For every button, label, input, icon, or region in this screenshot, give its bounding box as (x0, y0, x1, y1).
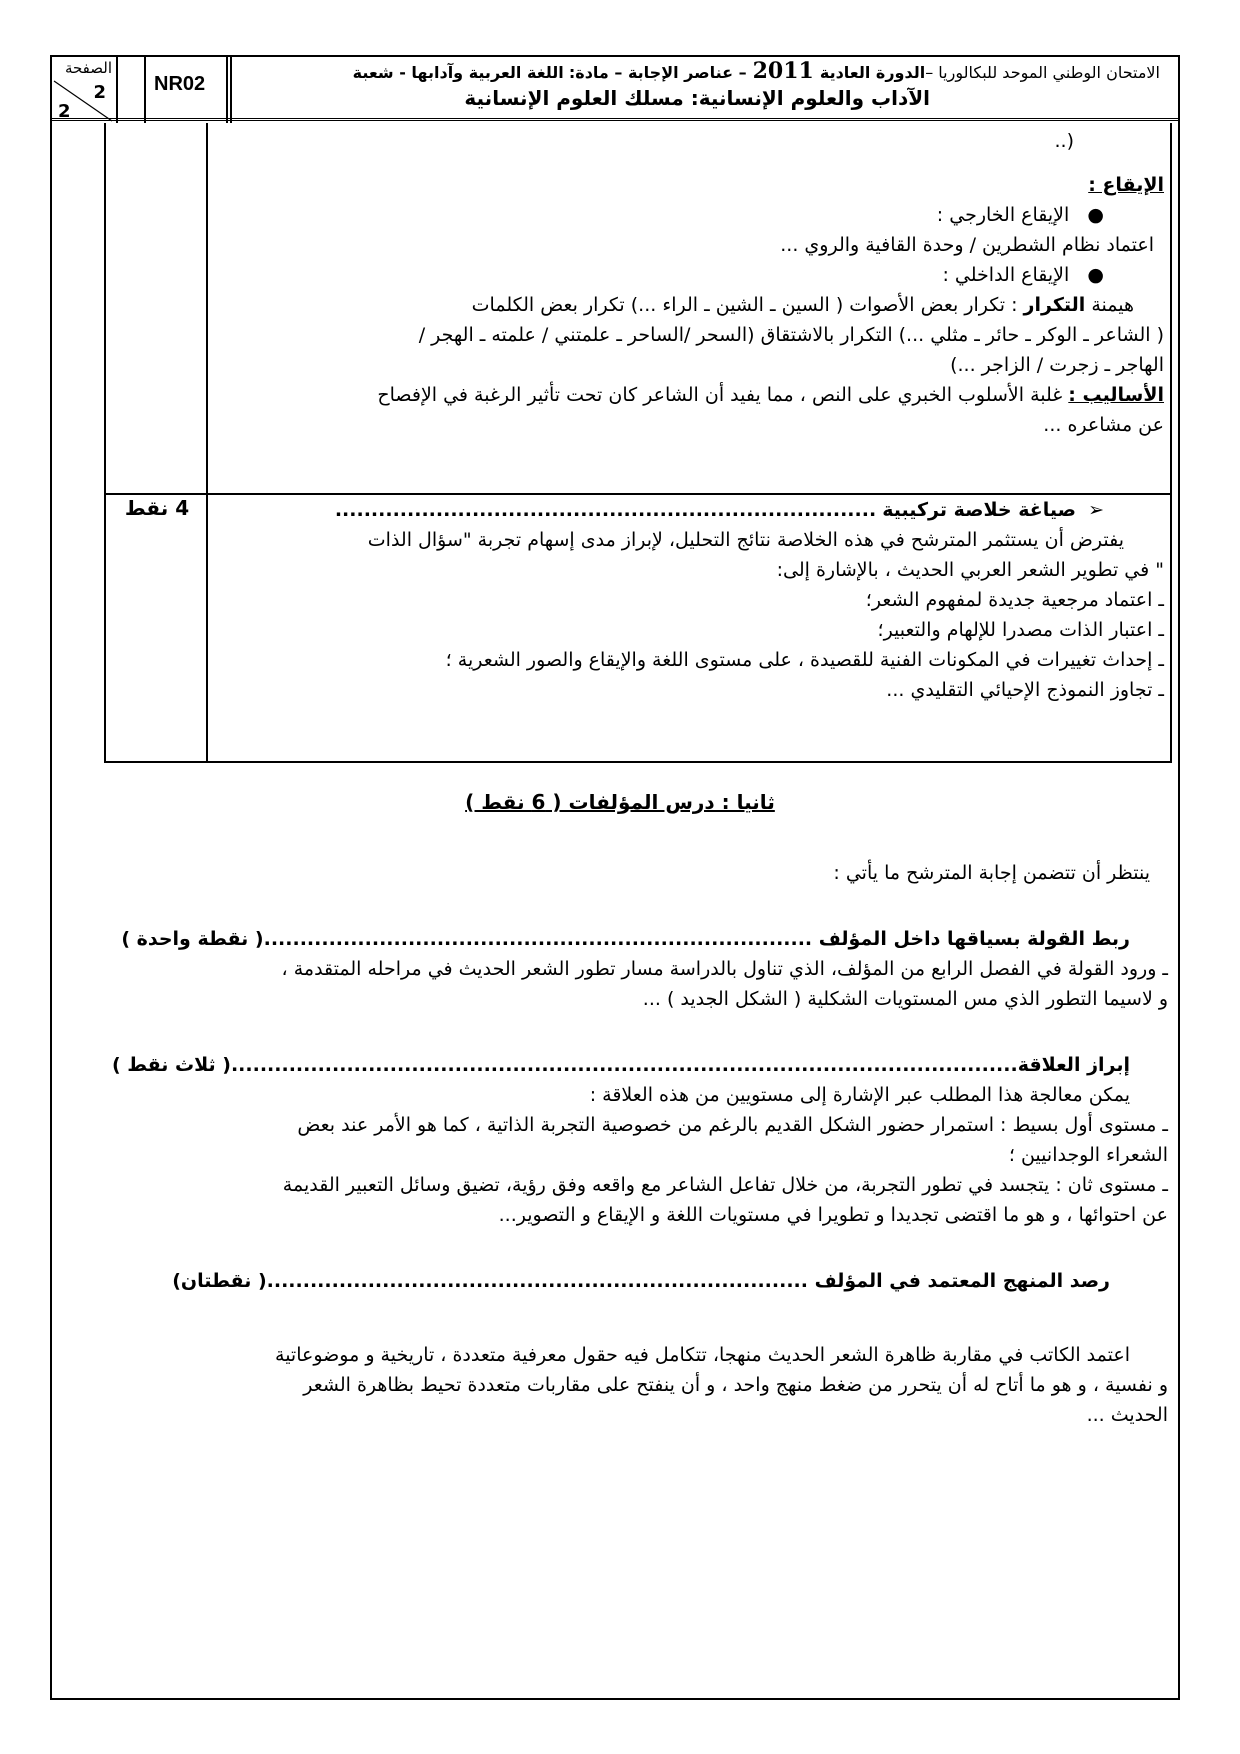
arrow-bullet-icon: ➢ (1076, 499, 1104, 521)
section3-line-3: الحديث ... (1086, 1404, 1168, 1426)
synthesis-item: ـ اعتبار الذات مصدرا للإلهام والتعبير؛ (877, 619, 1164, 641)
bullet-icon: ● (1069, 204, 1104, 226)
section3-heading: رصد المنهج المعتمد في المؤلف ...........................................................................( نقطتان) (172, 1270, 1110, 1292)
external-rhythm-text: اعتماد نظام الشطرين / وحدة القافية والروي ... (780, 234, 1154, 256)
synthesis-heading: ➢ صياغة خلاصة تركيبية ........................................................................... (334, 499, 1104, 521)
section3-line-2: و نفسية ، و هو ما أتاح له أن يتحرر من ضغط منهج واحد ، و أن ينفتح على مقاربات متعددة تحيط بظاهرة الشعر (303, 1374, 1168, 1396)
section1-line-2: و لاسيما التطور الذي مس المستويات الشكلية ( الشكل الجديد ) ... (642, 988, 1168, 1010)
header-line-2: الآداب والعلوم الإنسانية: مسلك العلوم الإنسانية (464, 86, 930, 110)
section1-heading: ربط القولة بسياقها داخل المؤلف ............................................................................( نقطة واحدة ) (121, 928, 1130, 950)
page-current: 2 (93, 82, 106, 103)
section2-line-3: الشعراء الوجدانيين ؛ (1008, 1144, 1168, 1166)
repetition-line-2: ( الشاعر ـ الوكر ـ حائر ـ مثلي ...) التكرار بالاشتقاق (السحر /الساحر ـ علمتني / علمته ـ الهجر / (418, 324, 1164, 346)
section3-line-1: اعتمد الكاتب في مقاربة ظاهرة الشعر الحديث منهجا، تتكامل فيه حقول معرفية متعددة ، تاريخية و موضوعاتية (275, 1344, 1130, 1366)
exam-header-title (260, 58, 1160, 110)
internal-rhythm-label: ● الإيقاع الداخلي : (942, 264, 1104, 286)
exam-code: NR02 (154, 73, 206, 95)
part2-intro: ينتظر أن تتضمن إجابة المترشح ما يأتي : (833, 862, 1150, 884)
synthesis-line-1: يفترض أن يستثمر المترشح في هذه الخلاصة نتائج التحليل، لإبراز مدى إسهام تجربة "سؤال الذات (367, 529, 1124, 551)
page-label: الصفحة (64, 59, 112, 77)
synthesis-line-2: " في تطوير الشعر العربي الحديث ، بالإشارة إلى: (776, 559, 1164, 581)
synthesis-points: 4 نقط (124, 496, 190, 520)
synthesis-item: ـ إحداث تغييرات في المكونات الفنية للقصيدة ، على مستوى اللغة والإيقاع والصور الشعرية ؛ (445, 649, 1164, 671)
page-number-box (52, 57, 118, 123)
page-total: 2 (58, 101, 71, 122)
part2-title: ثانيا : درس المؤلفات ( 6 نقط ) (465, 790, 775, 814)
table-column-divider (206, 123, 208, 763)
exam-code-box (144, 57, 228, 123)
header-separator (224, 57, 232, 123)
external-rhythm-label: ● الإيقاع الخارجي : (936, 204, 1104, 226)
styles-line-2: عن مشاعره ... (1043, 414, 1164, 436)
synthesis-item: ـ تجاوز النموذج الإحيائي التقليدي ... (886, 679, 1164, 701)
continuation-mark: (.. (1054, 130, 1074, 152)
section1-line-1: ـ ورود القولة في الفصل الرابع من المؤلف، الذي تناول بالدراسة مسار تطور الشعر الحديث في مراحله المتقدمة ، (281, 958, 1168, 980)
synthesis-item: ـ اعتماد مرجعية جديدة لمفهوم الشعر؛ (865, 589, 1164, 611)
rhythm-cell (212, 126, 1164, 440)
bullet-icon: ● (1069, 264, 1104, 286)
repetition-line-1: هيمنة التكرار : تكرار بعض الأصوات ( السين ـ الشين ـ الراء ...) تكرار بعض الكلمات (471, 294, 1134, 316)
header-line-1: الامتحان الوطني الموحد للبكالوريا –الدورة العادية2011– عناصر الإجابة – مادة: اللغة العربية وآدابها - شعبة (352, 58, 1160, 84)
synthesis-cell (212, 495, 1164, 705)
section2-line-1: يمكن معالجة هذا المطلب عبر الإشارة إلى مستويين من هذه العلاقة : (589, 1084, 1130, 1106)
section2-line-4: ـ مستوى ثان : يتجسد في تطور التجربة، من خلال تفاعل الشاعر مع واقعه وفق رؤية، تضيق وسائل التعبير القديمة (282, 1174, 1168, 1196)
rhythm-heading: الإيقاع : (1088, 174, 1164, 196)
section2-line-2: ـ مستوى أول بسيط : استمرار حضور الشكل القديم بالرغم من خصوصية التجربة الذاتية ، كما هو الأمر عند بعض (297, 1114, 1168, 1136)
exam-year: 2011 (752, 58, 814, 84)
section2-line-5: عن احتوائها ، و هو ما اقتضى تجديدا و تطويرا في مستويات اللغة و الإيقاع و التصوير... (498, 1204, 1168, 1226)
styles-line-1: الأساليب : غلبة الأسلوب الخبري على النص ، مما يفيد أن الشاعر كان تحت تأثير الرغبة في الإفصاح (377, 384, 1164, 406)
header-rule (50, 118, 1180, 121)
repetition-line-3: الهاجر ـ زجرت / الزاجر ...) (950, 354, 1164, 376)
section2-heading: إبراز العلاقة.............................................................................................................( ثلاث نقط ) (111, 1054, 1130, 1076)
